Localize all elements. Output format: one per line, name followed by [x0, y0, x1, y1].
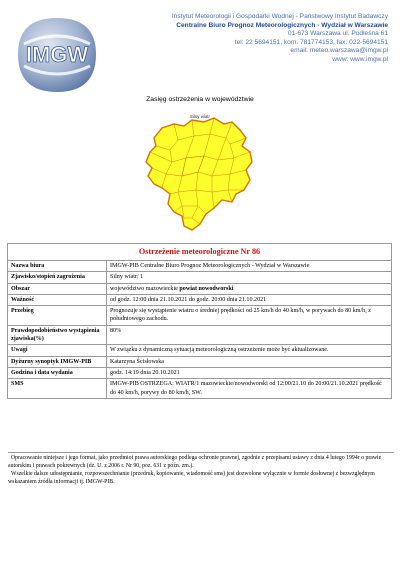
voivodeship-map: [100, 110, 300, 238]
address: 01-673 Warszawa ul. Podleśna 61: [287, 30, 388, 38]
row-value: Silny wiatr/ 1: [107, 272, 392, 283]
row-value: W związku z dynamiczną sytuacją meteorologiczną ostrzeżenie może być aktualizowane.: [107, 345, 392, 356]
row-label: Przebieg: [8, 306, 107, 326]
website-link[interactable]: www: www.imgw.pl: [332, 55, 388, 63]
area-county: powiat nowodworski: [179, 285, 234, 292]
logo-text: IMGW: [25, 42, 89, 67]
row-label: Ważność: [8, 294, 107, 305]
institute-header: [118, 13, 388, 65]
phone: tel: 22 5694151, kom. 781774153, fax: 022-5694151: [234, 38, 388, 46]
row-label: Nazwa biura: [8, 261, 107, 272]
row-value: Katarzyna Ścisłowska: [107, 356, 392, 367]
table-row: [8, 306, 392, 326]
row-label: Obszar: [8, 283, 107, 294]
row-value: Prognozuje się wystąpienie wiatru o średniej prędkości od 25 km/h do 40 km/h, w porywach do 80 km/h, z południowego zachodu.: [107, 306, 392, 326]
distribution-paragraph: Wszelkie dalsze udostępnianie, rozpowszechnianie (przedruk, kopiowanie, wiadomość sms) jest dozwolone wyłącznie w formie dosłownej z bezwzględnym wskazaniem źródła informacji tj. IMGW-PIB.: [8, 471, 375, 486]
table-row: [8, 294, 392, 305]
row-label: Dyżurny synoptyk IMGW-PIB: [8, 356, 107, 367]
warning-table: [7, 243, 392, 399]
row-value: IMGW-PIB Centralne Biuro Prognoz Meteorologicznych - Wydział w Warszawie: [107, 261, 392, 272]
row-value: godz. 14:19 dnia 20.10.2021: [107, 367, 392, 378]
table-row: [8, 345, 392, 356]
row-value: od godz. 12:00 dnia 21.10.2021 do godz. 20:00 dnia 21.10.2021: [107, 294, 392, 305]
table-row: [8, 356, 392, 367]
row-label: Uwagi: [8, 345, 107, 356]
table-row: [8, 272, 392, 283]
bureau-name: Centralne Biuro Prognoz Meteorologicznych - Wydział w Warszawie: [176, 21, 388, 29]
area-region: województwo mazowieckie: [110, 285, 180, 292]
row-value: 80%: [107, 325, 392, 345]
row-label: Godzina i data wydania: [8, 367, 107, 378]
table-row: [8, 325, 392, 345]
table-row: [8, 261, 392, 272]
imgw-logo: [14, 14, 100, 96]
table-row: [8, 367, 392, 378]
row-value: IMGW-PIB OSTRZEGA: WIATR/1 mazowieckie/nowodworski od 12:00/21.10 do 20:00/21.10.2021 prędkość do 40 km/h, porywy do 80 km/h, SW.: [107, 379, 392, 399]
row-label: SMS: [8, 379, 107, 399]
row-label: Prawdopodobieństwo wystąpienia zjawiska(%): [8, 325, 107, 345]
row-value: [107, 283, 392, 294]
map-section-title: Zasięg ostrzeżenia w województwie: [146, 96, 254, 103]
copyright-notice: [8, 452, 394, 486]
table-row: [8, 283, 392, 294]
voivodeship-outline: [146, 118, 252, 230]
table-row: [8, 379, 392, 399]
row-label: Zjawisko/stopień zagrożenia: [8, 272, 107, 283]
email: email: meteo.warszawa@imgw.pl: [290, 47, 388, 55]
warning-title: Ostrzeżenie meteorologiczne Nr 86: [8, 244, 392, 261]
copyright-paragraph: Opracowanie niniejsze i jego format, jako przedmiot prawa autorskiego podlega ochronie prawnej, zgodnie z przepisami ustawy z dnia 4 lutego 1994r o prawie autorskim i prawach pokrewnych (dz. U. z 2006 r. Nr 90, poz. 631 z późn. zm.).: [8, 455, 382, 470]
map-caption: Silny wiatr: [189, 114, 210, 119]
institute-name: Instytut Meteorologii i Gospodarki Wodnej - Państwowy Instytut Badawczy: [171, 13, 388, 20]
